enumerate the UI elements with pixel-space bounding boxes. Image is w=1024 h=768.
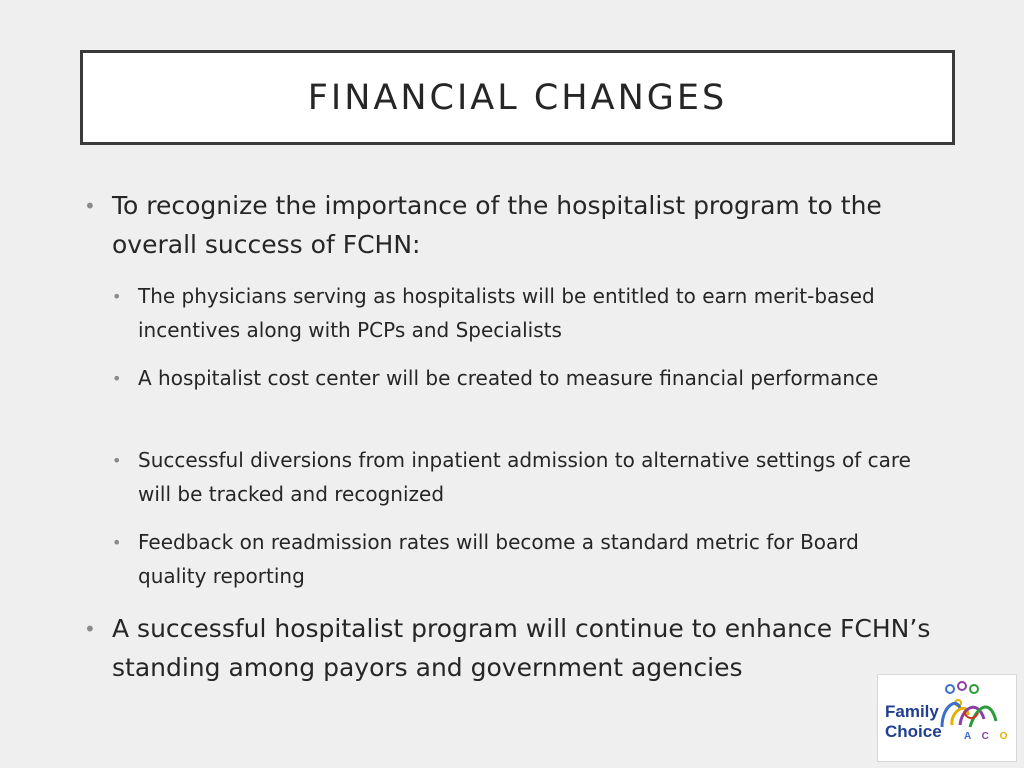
sub-bullet-text: A hospitalist cost center will be created to measure financial performance [138, 366, 879, 390]
bullet-text: To recognize the importance of the hospitalist program to the overall success of FCHN: [112, 191, 882, 259]
bullet-item [84, 609, 944, 687]
bullet-text: A successful hospitalist program will continue to enhance FCHN’s standing among payors and government agencies [112, 614, 931, 682]
bullet-dot-icon: • [112, 369, 122, 388]
logo-wordmark-family: Family [885, 702, 939, 721]
sub-bullet-item [112, 279, 912, 347]
bullet-dot-icon: • [112, 287, 122, 306]
sub-bullet-item [112, 443, 912, 511]
sub-bullet-text: Feedback on readmission rates will become a standard metric for Board quality reporting [138, 530, 859, 588]
sub-bullet-item [112, 525, 912, 593]
sub-bullet-text: The physicians serving as hospitalists will be entitled to earn merit-based incentives along with PCPs and Specialists [138, 284, 875, 342]
sub-bullet-item [112, 361, 912, 395]
sub-bullet-text: Successful diversions from inpatient admission to alternative settings of care will be tracked and recognized [138, 448, 911, 506]
bullet-dot-icon: • [112, 451, 122, 470]
family-figures-icon [938, 681, 1010, 731]
slide-title: FINANCIAL CHANGES [307, 77, 728, 118]
bullet-item [84, 186, 944, 264]
bullet-dot-icon: • [84, 617, 96, 641]
bullet-dot-icon: • [84, 194, 96, 218]
family-choice-aco-logo [877, 674, 1017, 762]
logo-wordmark-choice: Choice [885, 722, 942, 741]
logo-aco-letters: A C O [964, 731, 1012, 742]
bullet-dot-icon: • [112, 533, 122, 552]
title-box [80, 50, 955, 145]
